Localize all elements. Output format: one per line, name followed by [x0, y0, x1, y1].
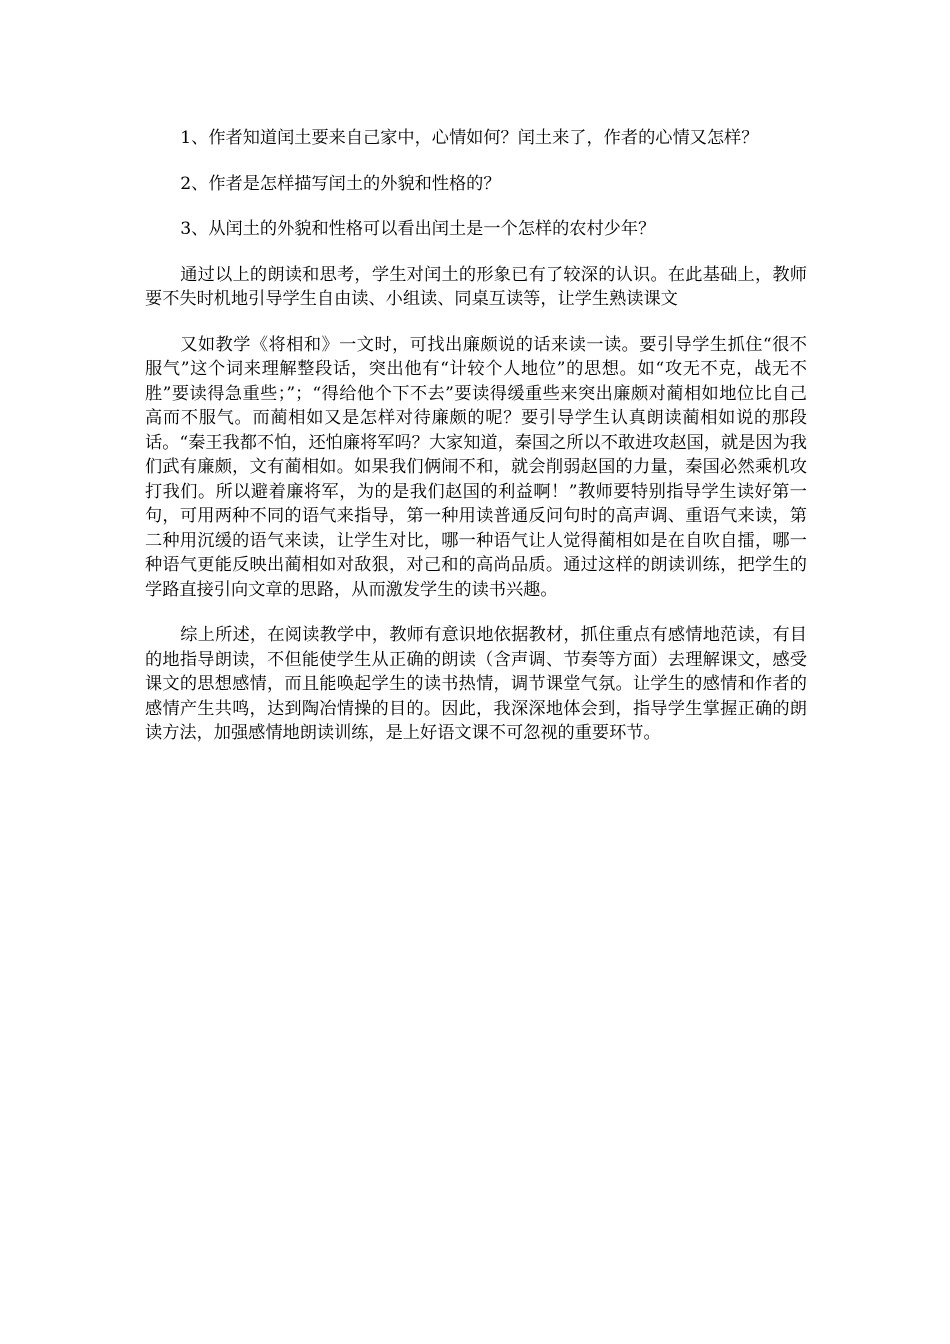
question-2-paragraph: 2、作者是怎样描写闰土的外貌和性格的？ [180, 173, 501, 194]
reading-summary-paragraph: 通过以上的朗读和思考，学生对闰土的形象已有了较深的认识。在此基础上，教师要不失时机地引导学生自由读、小组读、同桌互读等，让学生熟读课文 [145, 264, 807, 309]
conclusion-paragraph: 综上所述，在阅读教学中，教师有意识地依据教材，抓住重点有感情地范读，有目的地指导朗读，不但能使学生从正确的朗读（含声调、节奏等方面）去理解课文，感受课文的思想感情，而且能唤起学生的读书热情，调节课堂气氛。让学生的感情和作者的感情产生共鸣，达到陶冶情操的目的。因此，我深深地体会到，指导学生掌握正确的朗读方法，加强感情地朗读训练，是上好语文课不可忽视的重要环节。 [145, 625, 807, 743]
example-jiang-xiang-he-paragraph: 又如教学《将相和》一文时，可找出廉颇说的话来读一读。要引导学生抓住“很不服气”这个词来理解整段话，突出他有“计较个人地位”的思想。如“攻无不克，战无不胜”要读得急重些；”；“得给他个下不去”要读得缓重些来突出廉颇对蔺相如地位比自己高而不服气。而蔺相如又是怎样对待廉颇的呢？要引导学生认真朗读蔺相如说的那段话。“秦王我都不怕，还怕廉将军吗？大家知道，秦国之所以不敢进攻赵国，就是因为我们武有廉颇，文有蔺相如。如果我们俩闹不和，就会削弱赵国的力量，秦国必然乘机攻打我们。所以避着廉将军，为的是我们赵国的利益啊！”教师要特别指导学生读好第一句，可用两种不同的语气来指导，第一种用读普通反问句时的高声调、重语气来读，第二种用沉缓的语气来读，让学生对比，哪一种语气让人觉得蔺相如是在自吹自擂，哪一种语气更能反映出蔺相如对敌狠，对己和的高尚品质。通过这样的朗读训练，把学生的学路直接引向文章的思路，从而激发学生的读书兴趣。 [145, 334, 807, 600]
document-body [145, 126, 807, 746]
question-1-paragraph: 1、作者知道闰土要来自己家中，心情如何？闰土来了，作者的心情又怎样？ [180, 128, 759, 148]
question-3-paragraph: 3、从闰土的外貌和性格可以看出闰土是一个怎样的农村少年？ [180, 219, 656, 239]
